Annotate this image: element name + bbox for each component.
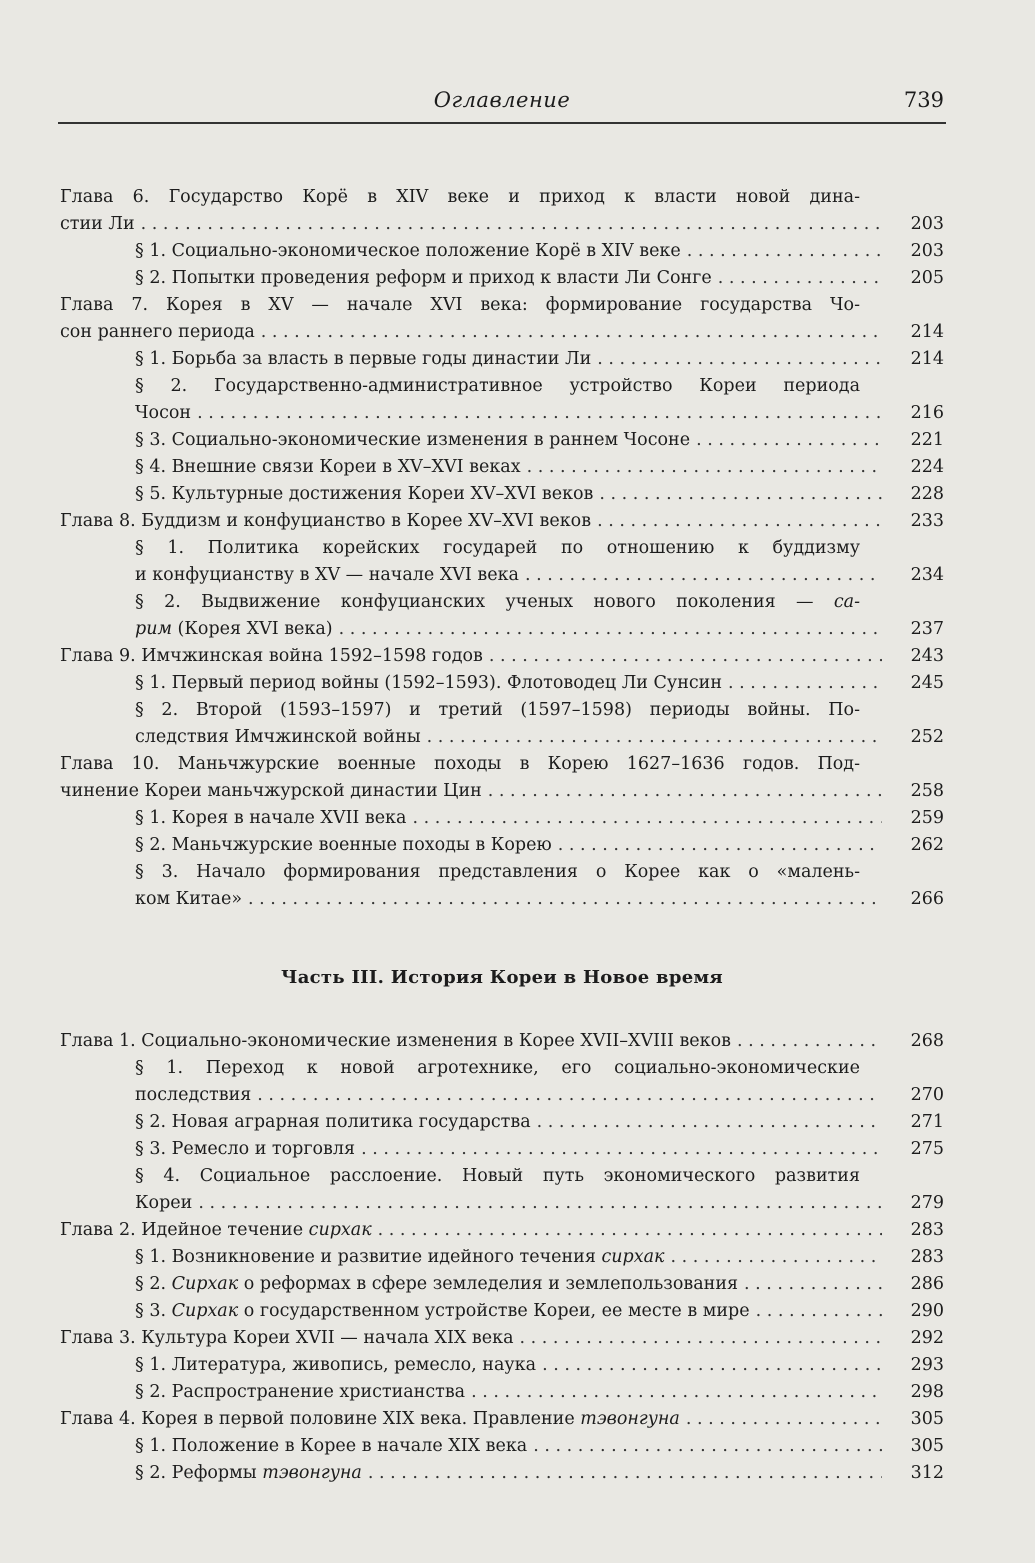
toc-entry-text-part: § 1. Возникновение и развитие идейного течения xyxy=(135,1247,602,1267)
toc-entry-text: стии Ли xyxy=(60,214,135,234)
running-header xyxy=(58,86,946,124)
toc-page-number: 293 xyxy=(910,1355,944,1375)
toc-entry-text: Чосон xyxy=(135,403,192,423)
toc-entry-head-part: § 2. Выдвижение конфуцианских ученых нового поколения — xyxy=(135,592,834,612)
toc-entry-head: § 2. Государственно-административное устройство Кореи периода xyxy=(135,376,860,396)
leader-dots xyxy=(744,1271,882,1298)
toc-page-number: 205 xyxy=(910,268,944,288)
toc-entry-text-part: § 2. Реформы xyxy=(135,1463,263,1483)
toc-entry[interactable] xyxy=(60,1271,944,1298)
toc-page-number: 245 xyxy=(910,673,944,693)
toc-entry-head: Глава 10. Маньчжурские военные походы в Корею 1627–1636 годов. Под- xyxy=(60,754,860,774)
toc-entry-text: сон раннего периода xyxy=(60,322,255,342)
leader-dots xyxy=(198,1190,882,1217)
toc-page-number: 275 xyxy=(910,1139,944,1159)
toc-page-number: 286 xyxy=(910,1274,944,1294)
toc-entry[interactable] xyxy=(60,643,944,670)
toc-entry[interactable] xyxy=(60,184,944,238)
toc-entry-text: Глава 8. Буддизм и конфуцианство в Корее XV–XVI веков xyxy=(60,511,592,531)
toc-entry-text-part: § 3. xyxy=(135,1301,172,1321)
toc-entry[interactable] xyxy=(60,1244,944,1271)
leader-dots xyxy=(718,265,882,292)
leader-dots xyxy=(488,778,882,805)
toc-entry[interactable] xyxy=(60,535,944,589)
part-title[interactable]: Часть III. История Кореи в Новое время xyxy=(280,967,724,988)
leader-dots xyxy=(197,400,882,427)
toc-entry-head: Глава 6. Государство Корё в XIV веке и приход к власти новой дина- xyxy=(60,187,860,207)
leader-dots xyxy=(520,1325,882,1352)
leader-dots xyxy=(412,805,882,832)
toc-page-number: 266 xyxy=(910,889,944,909)
leader-dots xyxy=(527,454,882,481)
leader-dots xyxy=(597,508,882,535)
toc-page-number: 224 xyxy=(910,457,944,477)
toc-entry[interactable] xyxy=(60,1055,944,1109)
toc-entry-text-part: Глава 4. Корея в первой половине XIX века. Правление xyxy=(60,1409,581,1429)
toc-entry[interactable] xyxy=(60,454,944,481)
toc-entry-text: Глава 3. Культура Кореи XVII — начала XIX века xyxy=(60,1328,514,1348)
toc-entry-text: § 5. Культурные достижения Кореи XV–XVI веков xyxy=(135,484,594,504)
toc-entry-text xyxy=(60,1217,372,1244)
toc-entry[interactable] xyxy=(60,292,944,346)
toc-page-number: 270 xyxy=(910,1085,944,1105)
toc-page-number: 221 xyxy=(910,430,944,450)
toc-page-number: 271 xyxy=(910,1112,944,1132)
toc-entry-text: ком Китае» xyxy=(135,889,243,909)
toc-page-number: 234 xyxy=(910,565,944,585)
toc-entry-text-part: Глава 2. Идейное течение xyxy=(60,1220,309,1240)
toc-entry-italic: сирхак xyxy=(601,1247,665,1267)
header-page-number: 739 xyxy=(903,88,944,112)
toc-entry-text: следствия Имчжинской войны xyxy=(135,727,421,747)
toc-entry-text-part: (Корея XVI века) xyxy=(171,619,333,639)
toc-page-number: 233 xyxy=(910,511,944,531)
toc-entry-text xyxy=(135,1271,738,1298)
toc-entry-text: § 2. Маньчжурские военные походы в Корею xyxy=(135,835,552,855)
toc-entry[interactable] xyxy=(60,751,944,805)
toc-entry-text-part: о государственном устройстве Кореи, ее месте в мире xyxy=(238,1301,750,1321)
toc-page-number: 305 xyxy=(910,1436,944,1456)
toc-page-number: 283 xyxy=(910,1220,944,1240)
toc-page-number: 258 xyxy=(910,781,944,801)
toc-entry[interactable] xyxy=(60,508,944,535)
toc-entry[interactable] xyxy=(60,346,944,373)
leader-dots xyxy=(542,1352,882,1379)
toc-entry[interactable] xyxy=(60,859,944,913)
toc-entry-italic: Сирхак xyxy=(171,1274,239,1294)
toc-entry[interactable] xyxy=(60,427,944,454)
leader-dots xyxy=(378,1217,882,1244)
leader-dots xyxy=(558,832,882,859)
leader-dots xyxy=(427,724,882,751)
toc-entry-text: чинение Кореи маньчжурской династии Цин xyxy=(60,781,482,801)
toc-entry-head: Глава 7. Корея в XV — начале XVI века: формирование государства Чо- xyxy=(60,295,860,315)
toc-entry-text: Кореи xyxy=(135,1193,193,1213)
leader-dots xyxy=(257,1082,882,1109)
toc-entry[interactable] xyxy=(60,805,944,832)
toc-entry-text-part: о реформах в сфере земледелия и землепользования xyxy=(238,1274,739,1294)
leader-dots xyxy=(687,238,882,265)
toc-entry-text: Глава 9. Имчжинская война 1592–1598 годов xyxy=(60,646,483,666)
leader-dots xyxy=(361,1136,882,1163)
toc-entry-italic: Сирхак xyxy=(171,1301,239,1321)
leader-dots xyxy=(533,1433,882,1460)
toc-entry-text: § 3. Социально-экономические изменения в раннем Чосоне xyxy=(135,430,691,450)
toc-entry[interactable] xyxy=(60,1352,944,1379)
toc-entry-head: § 2. Второй (1593–1597) и третий (1597–1598) периоды войны. По- xyxy=(135,700,860,720)
toc-page-number: 203 xyxy=(910,214,944,234)
toc-entry-text xyxy=(135,1460,362,1487)
toc-entry-head-italic: са- xyxy=(833,592,860,612)
toc-entry[interactable] xyxy=(60,1109,944,1136)
leader-dots xyxy=(728,670,882,697)
leader-dots xyxy=(599,481,882,508)
toc-entry-head xyxy=(135,589,944,616)
toc-page-number: 262 xyxy=(910,835,944,855)
leader-dots xyxy=(670,1244,882,1271)
toc-page-number: 216 xyxy=(910,403,944,423)
toc-entry-italic: тэвонгуна xyxy=(262,1463,362,1483)
toc-entry-text: § 1. Первый период войны (1592–1593). Флотоводец Ли Сунсин xyxy=(135,673,723,693)
toc-entry[interactable] xyxy=(60,1325,944,1352)
toc-page-number: 279 xyxy=(910,1193,944,1213)
toc-page-number: 259 xyxy=(910,808,944,828)
toc-page-number: 283 xyxy=(910,1247,944,1267)
leader-dots xyxy=(737,1028,882,1055)
toc-entry-head: § 3. Начало формирования представления о Корее как о «малень- xyxy=(135,862,860,882)
toc-page-number: 312 xyxy=(910,1463,944,1483)
toc-page-number: 252 xyxy=(910,727,944,747)
toc-entry-text: § 2. Попытки проведения реформ и приход к власти Ли Сонге xyxy=(135,268,712,288)
toc-page-number: 298 xyxy=(910,1382,944,1402)
toc-page-number: 268 xyxy=(910,1031,944,1051)
toc-entry[interactable] xyxy=(60,373,944,427)
toc-entry-text xyxy=(135,616,333,643)
toc-entry-text: § 1. Борьба за власть в первые годы династии Ли xyxy=(135,349,592,369)
toc-entry-text: Глава 1. Социально-экономические изменения в Корее XVII–XVIII веков xyxy=(60,1031,731,1051)
toc-entry-text: и конфуцианству в XV — начале XVI века xyxy=(135,565,519,585)
toc-entry[interactable] xyxy=(60,1460,944,1487)
toc-entry[interactable] xyxy=(60,265,944,292)
toc-entry[interactable] xyxy=(60,238,944,265)
toc-entry-text xyxy=(60,1406,680,1433)
toc-entry[interactable] xyxy=(60,1433,944,1460)
toc-entry-text: § 1. Корея в начале XVII века xyxy=(135,808,407,828)
leader-dots xyxy=(696,427,882,454)
leader-dots xyxy=(248,886,882,913)
toc-entry[interactable] xyxy=(60,697,944,751)
leader-dots xyxy=(471,1379,882,1406)
toc-entry-text: § 2. Новая аграрная политика государства xyxy=(135,1112,531,1132)
toc-entry-italic: тэвонгуна xyxy=(580,1409,680,1429)
toc-entry[interactable] xyxy=(60,1136,944,1163)
toc-entry[interactable] xyxy=(60,1379,944,1406)
leader-dots xyxy=(756,1298,882,1325)
toc-entry-text-part: § 2. xyxy=(135,1274,172,1294)
toc-entry[interactable] xyxy=(60,1406,944,1433)
header-title: Оглавление xyxy=(433,88,571,112)
leader-dots xyxy=(368,1460,882,1487)
toc-entry[interactable] xyxy=(60,481,944,508)
toc-entry[interactable] xyxy=(60,1028,944,1055)
toc-page-number: 243 xyxy=(910,646,944,666)
toc-entry-text: § 1. Литература, живопись, ремесло, наука xyxy=(135,1355,537,1375)
toc-page-number: 290 xyxy=(910,1301,944,1321)
toc-entry-text xyxy=(135,1298,750,1325)
toc-entry-text: § 3. Ремесло и торговля xyxy=(135,1139,356,1159)
toc-entry-text: § 1. Положение в Корее в начале XIX века xyxy=(135,1436,528,1456)
toc-page-number: 305 xyxy=(910,1409,944,1429)
toc-entry-text: последствия xyxy=(135,1085,252,1105)
toc-page-number: 214 xyxy=(910,349,944,369)
toc-entry-italic: сирхак xyxy=(308,1220,372,1240)
toc-entry[interactable] xyxy=(60,589,944,643)
leader-dots xyxy=(141,211,882,238)
leader-dots xyxy=(489,643,882,670)
leader-dots xyxy=(525,562,882,589)
toc-page-number: 228 xyxy=(910,484,944,504)
leader-dots xyxy=(261,319,882,346)
leader-dots xyxy=(339,616,882,643)
leader-dots xyxy=(686,1406,882,1433)
leader-dots xyxy=(537,1109,882,1136)
toc-entry-italic: рим xyxy=(135,619,172,639)
toc-entry-head: § 4. Социальное расслоение. Новый путь экономического развития xyxy=(135,1166,860,1186)
toc-entry[interactable] xyxy=(60,832,944,859)
toc-page-number: 203 xyxy=(910,241,944,261)
toc-entry-text xyxy=(135,1244,664,1271)
toc-page-number: 214 xyxy=(910,322,944,342)
toc-entry-text: § 2. Распространение христианства xyxy=(135,1382,466,1402)
toc-entry[interactable] xyxy=(60,1163,944,1217)
toc-entry-head: § 1. Переход к новой агротехнике, его социально-экономические xyxy=(135,1058,860,1078)
toc-entry[interactable] xyxy=(60,1217,944,1244)
toc-entry-text: § 1. Социально-экономическое положение Корё в XIV веке xyxy=(135,241,681,261)
toc-page-number: 237 xyxy=(910,619,944,639)
toc-entry-head: § 1. Политика корейских государей по отношению к буддизму xyxy=(135,538,860,558)
table-of-contents xyxy=(60,184,944,1487)
toc-entry-text: § 4. Внешние связи Кореи в XV–XVI веках xyxy=(135,457,521,477)
toc-entry[interactable] xyxy=(60,670,944,697)
leader-dots xyxy=(597,346,882,373)
toc-entry[interactable] xyxy=(60,1298,944,1325)
toc-page-number: 292 xyxy=(910,1328,944,1348)
